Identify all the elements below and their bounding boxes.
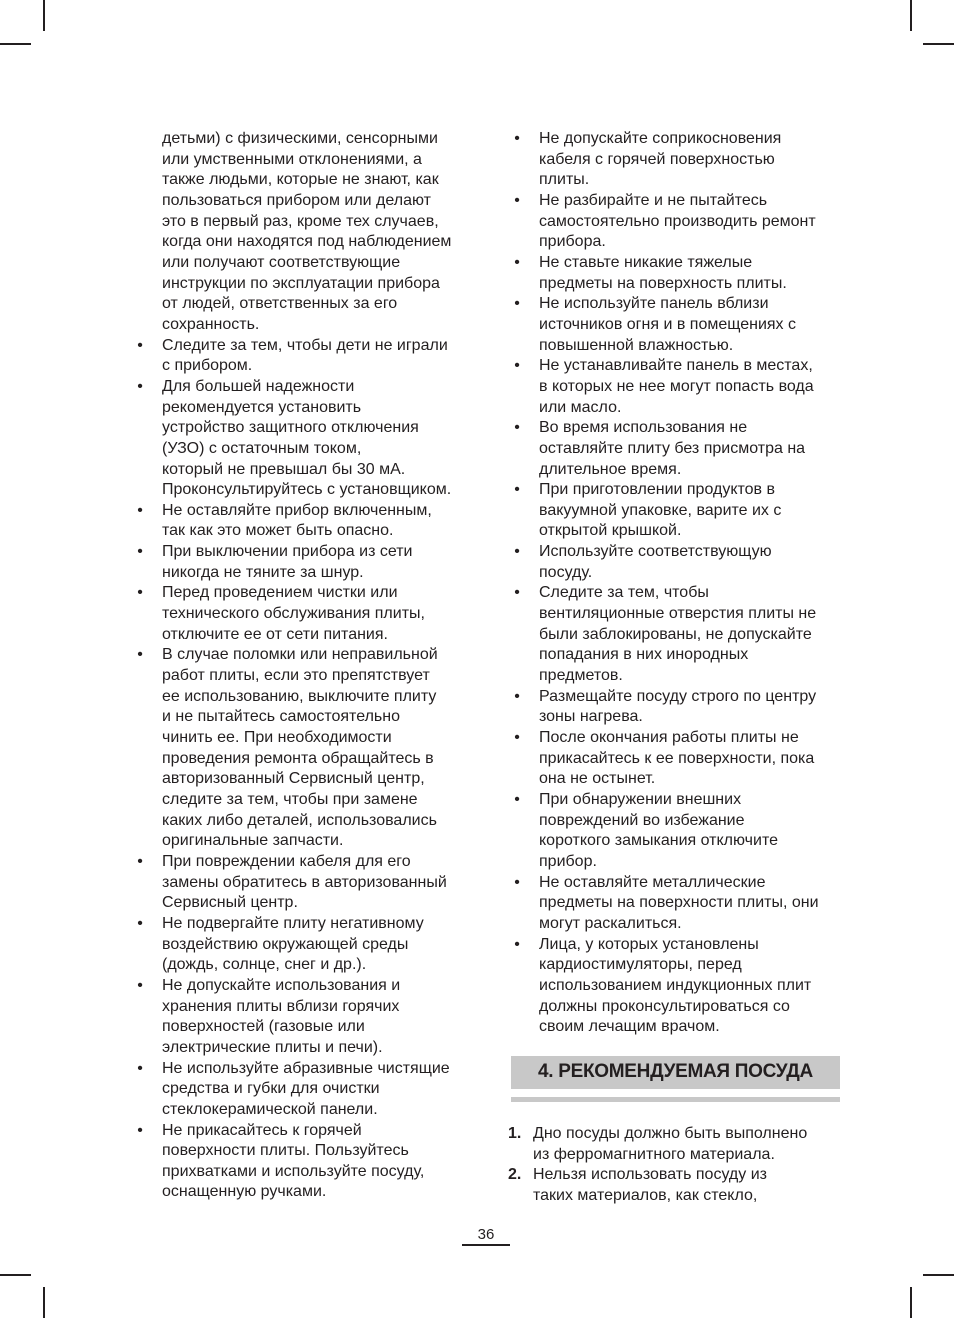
section-divider (511, 1097, 840, 1102)
list-item (134, 1059, 484, 1121)
bullet-icon: • (514, 419, 520, 437)
bullet-icon: • (514, 253, 520, 271)
list-item (511, 129, 846, 191)
intro-paragraph: детьми) с физическими, сенсорными или умственными отклонениями, а также людьми, которые не знают, как пользоваться прибором или делают это в первый раз, кроме тех случаев, когда они находятся под наблюдением или получают соответствующие инструкции по эксплуатации прибора от людей, ответственных за его сохранность. (162, 130, 452, 333)
list-item (134, 914, 484, 976)
list-item (511, 687, 846, 728)
list-item-text: Не прикасайтесь к горячей поверхности плиты. Пользуйтесь прихватками и используйте посуду, оснащенную ручками. (162, 1121, 425, 1201)
crop-mark (910, 0, 912, 31)
bullet-icon: • (137, 646, 143, 664)
list-item-text: При повреждении кабеля для его замены обратитесь в авторизованный Сервисный центр. (162, 852, 447, 912)
item-number: 1. (508, 1124, 522, 1142)
bullet-icon: • (514, 935, 520, 953)
crop-mark (0, 43, 31, 45)
list-item-text: При обнаружении внешних повреждений во избежание короткого замыкания отключите прибор. (539, 791, 778, 870)
bullet-icon: • (137, 377, 143, 395)
left-column (134, 129, 484, 1203)
list-item-text: Не допускайте использования и хранения плиты вблизи горячих поверхностей (газовые или электрические плиты и печи). (162, 976, 401, 1056)
page-number: 36 (477, 1226, 495, 1243)
list-item (511, 542, 846, 583)
list-item-text: Не устанавливайте панель в местах, в которых не нее могут попасть вода или масло. (539, 357, 814, 416)
section-heading: 4. РЕКОМЕНДУЕМАЯ ПОСУДА (511, 1056, 840, 1089)
list-item (511, 728, 846, 790)
bullet-icon: • (137, 543, 143, 561)
list-item-text: Перед проведением чистки или технического обслуживания плиты, отключите ее от сети питания. (162, 584, 425, 643)
list-item-text: Не подвергайте плиту негативному воздействию окружающей среды (дождь, солнце, снег и др.). (162, 914, 424, 974)
bullet-icon: • (137, 1121, 143, 1139)
numbered-item-text: Дно посуды должно быть выполнено из ферромагнитного материала. (533, 1124, 808, 1163)
bullet-icon: • (514, 481, 520, 499)
page-number-underline (462, 1244, 510, 1246)
list-item-text: Для большей надежности рекомендуется установить устройство защитного отключения (УЗО) с остаточным током, который не превышал бы 30 мА. Проконсультируйтесь с установщиком. (162, 377, 452, 499)
list-item-text: Лица, у которых установлены кардиостимуляторы, перед использованием индукционных плит должны проконсультироваться со своим лечащим врачом. (539, 935, 812, 1036)
crop-mark (910, 1287, 912, 1318)
right-column (508, 129, 846, 1207)
list-item-text: Не разбирайте и не пытайтесь самостоятельно производить ремонт прибора. (539, 191, 816, 251)
crop-mark (43, 1287, 45, 1318)
list-item-text: Не используйте панель вблизи источников огня и в помещениях с повышенной влажностью. (539, 295, 796, 354)
bullet-icon: • (137, 914, 143, 932)
bullet-icon: • (514, 130, 520, 147)
list-item (134, 377, 484, 501)
list-item-text: Не оставляйте металлические предметы на поверхности плиты, они могут раскалиться. (539, 873, 819, 932)
list-item (134, 501, 484, 542)
list-item-text: Не используйте абразивные чистящие средства и губки для очистки стеклокерамической панели. (162, 1059, 450, 1118)
list-item-text: Не ставьте никакие тяжелые предметы на поверхность плиты. (539, 253, 787, 292)
list-item-text: Не допускайте соприкосновения кабеля с горячей поверхностью плиты. (539, 130, 782, 189)
numbered-list (508, 1124, 846, 1207)
numbered-item (508, 1165, 846, 1206)
numbered-item-text: Нельзя использовать посуду из таких материалов, как стекло, (533, 1166, 767, 1204)
bullet-icon: • (514, 729, 520, 747)
list-item-text: Следите за тем, чтобы дети не играли с прибором. (162, 336, 448, 375)
bullet-icon: • (514, 584, 520, 602)
list-item-text: Не оставляйте прибор включенным, так как это может быть опасно. (162, 501, 432, 540)
bullet-icon: • (514, 191, 520, 209)
list-item (511, 356, 846, 418)
list-item (134, 583, 484, 645)
list-item (134, 645, 484, 852)
list-item (511, 253, 846, 294)
list-item (511, 583, 846, 686)
list-item (511, 418, 846, 480)
list-item-text: Следите за тем, чтобы вентиляционные отверстия плиты не были заблокированы, не допускайте попадания в них инородных предметов. (539, 584, 817, 685)
list-item-text: В случае поломки или неправильной работ плиты, если это препятствует ее использованию, выключите плиту и не пытайтесь самостоятельно чинить ее. При необходимости проведения ремонта обращайтесь в авторизованный Сервисный центр, следите за тем, чтобы при замене каких либо деталей, использовались оригинальные запчасти. (162, 646, 438, 850)
bullet-icon: • (514, 295, 520, 313)
list-item (134, 852, 484, 914)
crop-mark (923, 43, 954, 45)
list-item (511, 873, 846, 935)
bullet-icon: • (514, 687, 520, 705)
right-bullet-list (511, 129, 846, 1038)
bullet-icon: • (137, 852, 143, 870)
list-item-text: После окончания работы плиты не прикасайтесь к ее поверхности, пока она не остынет. (539, 729, 815, 788)
list-item (511, 790, 846, 873)
bullet-icon: • (137, 336, 143, 354)
list-item (134, 336, 484, 377)
list-item-text: При приготовлении продуктов в вакуумной упаковке, варите их с открытой крышкой. (539, 481, 782, 540)
bullet-icon: • (514, 791, 520, 808)
bullet-icon: • (514, 357, 520, 375)
bullet-icon: • (137, 976, 143, 994)
list-item (134, 976, 484, 1059)
list-item-text: Используйте соответствующую посуду. (539, 543, 772, 581)
list-item (511, 191, 846, 253)
crop-mark (0, 1274, 31, 1276)
list-item-text: Размещайте посуду строго по центру зоны нагрева. (539, 687, 817, 726)
list-item (511, 480, 846, 542)
list-item (134, 542, 484, 583)
bullet-icon: • (137, 501, 143, 519)
item-number: 2. (508, 1166, 522, 1184)
left-bullet-list (134, 336, 484, 1204)
list-item-text: При выключении прибора из сети никогда не тяните за шнур. (162, 543, 413, 581)
list-item (511, 294, 846, 356)
bullet-icon: • (137, 1059, 143, 1077)
bullet-icon: • (514, 543, 520, 561)
crop-mark (923, 1274, 954, 1276)
list-item (511, 935, 846, 1038)
list-item (134, 1121, 484, 1204)
list-item-text: Во время использования не оставляйте плиту без присмотра на длительное время. (539, 419, 806, 478)
crop-mark (43, 0, 45, 31)
numbered-item (508, 1124, 846, 1165)
bullet-icon: • (137, 584, 143, 602)
bullet-icon: • (514, 873, 520, 891)
